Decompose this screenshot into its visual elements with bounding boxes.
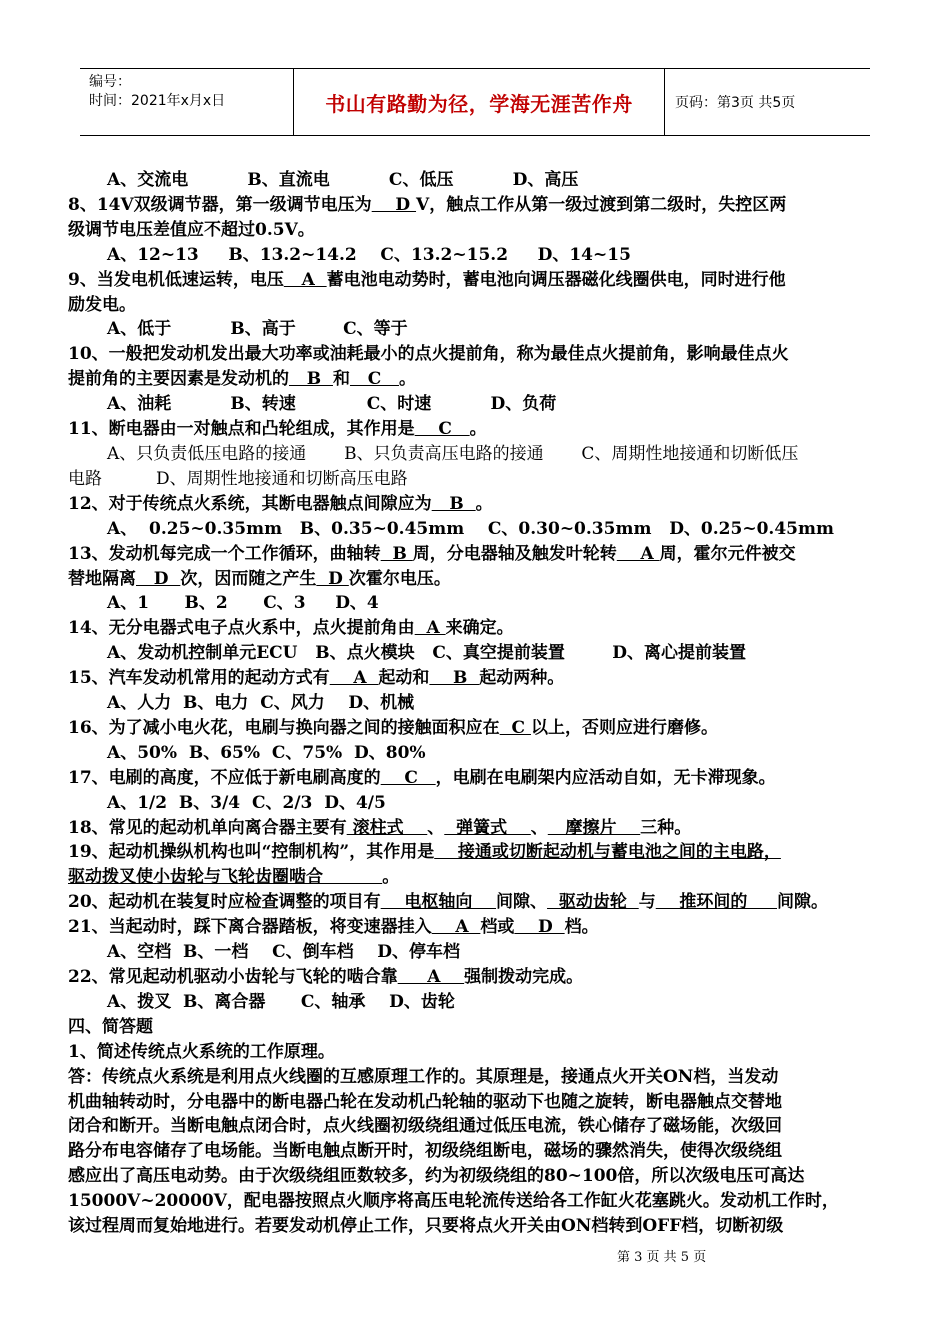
answer-blank: 接通或切断起动机与蓄电池之间的主电路，: [434, 842, 781, 863]
text-line: [68, 193, 883, 218]
text-segment: A、低于 B、高于 C、等于: [107, 319, 408, 340]
text-line: [68, 168, 883, 193]
text-segment: 周，霍尔元件被交: [659, 543, 796, 564]
answer-blank: D: [136, 568, 181, 589]
text-line: [68, 417, 883, 442]
text-segment: 、: [427, 817, 445, 838]
text-segment: A、12~13 B、13.2~14.2 C、13.2~15.2 D、14~15: [107, 244, 631, 265]
text-segment: A、交流电 B、直流电 C、低压 D、高压: [107, 170, 579, 190]
text-segment: 次霍尔电压。: [348, 568, 451, 589]
text-line: [68, 691, 883, 716]
text-segment: 来确定。: [445, 618, 514, 639]
answer-blank: C: [380, 767, 436, 788]
answer-blank: D: [371, 194, 417, 215]
answer-blank: 滚柱式: [346, 817, 428, 838]
text-line: [68, 1040, 883, 1065]
text-segment: 电路 D、周期性地接通和切断高压电路: [68, 468, 408, 489]
text-line: [68, 1139, 883, 1164]
text-segment: ，电刷在电刷架内应活动自如，无卡滞现象。: [435, 767, 776, 788]
text-line: [68, 317, 883, 342]
text-segment: 次，因而随之产生: [180, 568, 317, 589]
text-segment: 励发电。: [68, 294, 136, 315]
answer-blank: C: [414, 419, 470, 440]
text-segment: A、只负责低压电路的接通 B、只负责高压电路的接通 C、周期性地接通和切断低压: [107, 443, 799, 464]
text-segment: 。: [382, 867, 400, 888]
text-line: [68, 1214, 883, 1239]
text-segment: 。: [469, 419, 487, 440]
text-segment: 14、无分电器式电子点火系中，点火提前角由: [68, 618, 415, 639]
text-line: [68, 392, 883, 417]
header-page-info: 页码：第3页 共5页: [675, 95, 796, 111]
text-line: [68, 890, 883, 915]
document-number-label: 编号：: [89, 74, 131, 90]
text-segment: 强制拨动完成。: [464, 967, 584, 987]
text-segment: A、拨叉 B、离合器 C、轴承 D、齿轮: [107, 991, 455, 1012]
text-segment: 13、发动机每完成一个工作循环，曲轴转: [68, 543, 381, 564]
text-segment: 。: [399, 369, 417, 390]
document-time-label: 时间：2021年x月x日: [89, 93, 226, 109]
text-line: [68, 293, 883, 318]
text-line: [68, 442, 883, 467]
answer-blank: 摩擦片: [547, 817, 641, 838]
answer-blank: A: [397, 967, 465, 987]
text-segment: V，触点工作从第一级过渡到第二级时，失控区两: [416, 194, 787, 215]
answer-blank: A: [283, 269, 327, 290]
text-segment: 和: [332, 369, 350, 390]
text-line: [68, 865, 883, 890]
text-segment: 12、对于传统点火系统，其断电器触点间隙应为: [68, 493, 432, 514]
text-segment: A、 0.25~0.35mm B、0.35~0.45mm C、0.30~0.35mm D、0.25~0.45mm: [107, 518, 834, 539]
document-body: [68, 168, 883, 1239]
header-motto: 书山有路勤为径，学海无涯苦作舟: [294, 69, 665, 135]
page-footer: 第 3 页 共 5 页: [617, 1250, 707, 1265]
text-segment: 1、简述传统点火系统的工作原理。: [68, 1041, 335, 1062]
text-segment: 档或: [480, 917, 515, 938]
answer-blank: D: [316, 568, 349, 589]
text-line: [68, 965, 883, 990]
text-segment: 20、起动机在装复时应检查调整的项目有: [68, 892, 381, 913]
text-line: [68, 791, 883, 816]
text-segment: 间隙、: [496, 892, 548, 913]
text-segment: 机曲轴转动时，分电器中的断电器凸轮在发动机凸轮轴的驱动下也随之旋转，断电器触点交替地: [68, 1091, 782, 1112]
text-line: [68, 840, 883, 865]
text-line: [68, 1164, 883, 1189]
text-segment: A、空档 B、一档 C、倒车档 D、停车档: [107, 942, 461, 963]
answer-blank: C: [349, 369, 400, 390]
text-line: [68, 567, 883, 592]
header-meta: [80, 69, 294, 135]
text-line: [68, 616, 883, 641]
text-segment: 档。: [564, 917, 599, 938]
answer-blank: B: [289, 369, 333, 390]
text-segment: 起动和: [378, 668, 430, 689]
text-line: [68, 741, 883, 766]
text-line: [68, 1015, 883, 1040]
answer-blank: C: [499, 717, 531, 738]
text-segment: 替地隔离: [68, 568, 136, 589]
text-segment: 四、简答题: [68, 1016, 153, 1037]
text-line: [68, 990, 883, 1015]
text-segment: 19、起动机操纵机构也叫“控制机构”，其作用是: [68, 842, 435, 863]
text-segment: 16、为了减小电火花，电刷与换向器之间的接触面积应在: [68, 717, 500, 738]
page-header: [80, 68, 870, 136]
text-line: [68, 243, 883, 268]
text-segment: A、发动机控制单元ECU B、点火模块 C、真空提前装置 D、离心提前装置: [107, 643, 747, 664]
text-segment: 路分布电容储存了电场能。当断电触点断开时，初级绕组断电，磁场的骤然消失，使得次级绕组: [68, 1141, 782, 1162]
text-segment: 与: [638, 892, 656, 913]
text-segment: 18、常见的起动机单向离合器主要有: [68, 817, 347, 838]
text-line: [68, 666, 883, 691]
text-segment: 感应出了高压电动势。由于次级绕组匝数较多，约为初级绕组的80~100倍，所以次级电压可高达: [68, 1166, 805, 1187]
text-segment: 三种。: [640, 817, 692, 838]
answer-blank: 推环间的: [655, 892, 777, 913]
answer-blank: 电枢轴向: [380, 892, 497, 913]
text-line: [68, 1065, 883, 1090]
text-segment: 8、14V双级调节器，第一级调节电压为: [68, 194, 372, 215]
text-line: [68, 1114, 883, 1139]
text-segment: 间隙。: [777, 892, 828, 913]
answer-blank: A: [431, 917, 481, 938]
text-segment: 闭合和断开。当断电触点闭合时，点火线圈初级绕组通过低压电流，铁心储存了磁场能，次级回: [68, 1116, 782, 1137]
text-segment: A、油耗 B、转速 C、时速 D、负荷: [107, 394, 557, 415]
answer-blank: 弹簧式: [444, 817, 531, 838]
text-segment: 周，分电器轴及触发叶轮转: [412, 543, 617, 564]
text-segment: 提前角的主要因素是发动机的: [68, 369, 289, 390]
text-segment: 10、一般把发动机发出最大功率或油耗最小的点火提前角，称为最佳点火提前角，影响最佳点火: [68, 344, 789, 365]
text-segment: 该过程周而复始地进行。若要发动机停止工作，只要将点火开关由ON档转到OFF档，切断初级: [68, 1216, 784, 1237]
text-segment: A、1/2 B、3/4 C、2/3 D、4/5: [107, 792, 386, 813]
text-line: [68, 716, 883, 741]
text-line: [68, 268, 883, 293]
text-line: [68, 218, 883, 243]
text-segment: 以上，否则应进行磨修。: [530, 717, 718, 738]
text-line: [68, 915, 883, 940]
text-segment: 9、当发电机低速运转，电压: [68, 269, 284, 290]
answer-blank: 驱动齿轮: [547, 892, 639, 913]
text-segment: 级调节电压差值应不超过0.5V。: [68, 219, 315, 240]
text-line: [68, 492, 883, 517]
text-line: [68, 1090, 883, 1115]
text-segment: A、人力 B、电力 C、风力 D、机械: [107, 693, 415, 714]
text-segment: 蓄电池电动势时，蓄电池向调压器磁化线圈供电，同时进行他: [326, 269, 786, 290]
text-segment: 15、汽车发动机常用的起动方式有: [68, 668, 330, 689]
answer-blank: B: [431, 493, 476, 514]
text-line: [68, 342, 883, 367]
text-segment: 、: [530, 817, 548, 838]
answer-blank: A: [414, 618, 446, 639]
text-segment: 11、断电器由一对触点和凸轮组成，其作用是: [68, 419, 415, 440]
answer-blank: A: [329, 668, 379, 689]
text-segment: 。: [475, 493, 493, 514]
answer-blank: D: [514, 917, 565, 938]
text-segment: 15000V~20000V，配电器按照点火顺序将高压电轮流传送给各工作缸火花塞跳火。发动机工作时，: [68, 1191, 839, 1212]
text-line: [68, 641, 883, 666]
text-segment: 21、当起动时，踩下离合器踏板，将变速器挂入: [68, 917, 432, 938]
text-line: [68, 591, 883, 616]
answer-blank: 驱动拨叉使小齿轮与飞轮齿圈啮合: [68, 867, 383, 888]
text-line: [68, 940, 883, 965]
text-line: [68, 1189, 883, 1214]
text-segment: 17、电刷的高度，不应低于新电刷高度的: [68, 767, 381, 788]
answer-blank: A: [616, 543, 660, 564]
text-line: [68, 367, 883, 392]
answer-blank: B: [380, 543, 413, 564]
text-segment: 22、常见起动机驱动小齿轮与飞轮的啮合靠: [68, 967, 398, 987]
text-segment: A、50% B、65% C、75% D、80%: [107, 742, 426, 763]
text-segment: 答：传统点火系统是利用点火线圈的互感原理工作的。其原理是，接通点火开关ON档，当发动: [68, 1066, 779, 1087]
text-line: [68, 816, 883, 841]
answer-blank: B: [429, 668, 480, 689]
text-line: [68, 766, 883, 791]
text-line: [68, 517, 883, 542]
text-line: [68, 467, 883, 492]
text-segment: A、1 B、2 C、3 D、4: [107, 593, 379, 614]
text-line: [68, 542, 883, 567]
text-segment: 起动两种。: [479, 668, 565, 689]
